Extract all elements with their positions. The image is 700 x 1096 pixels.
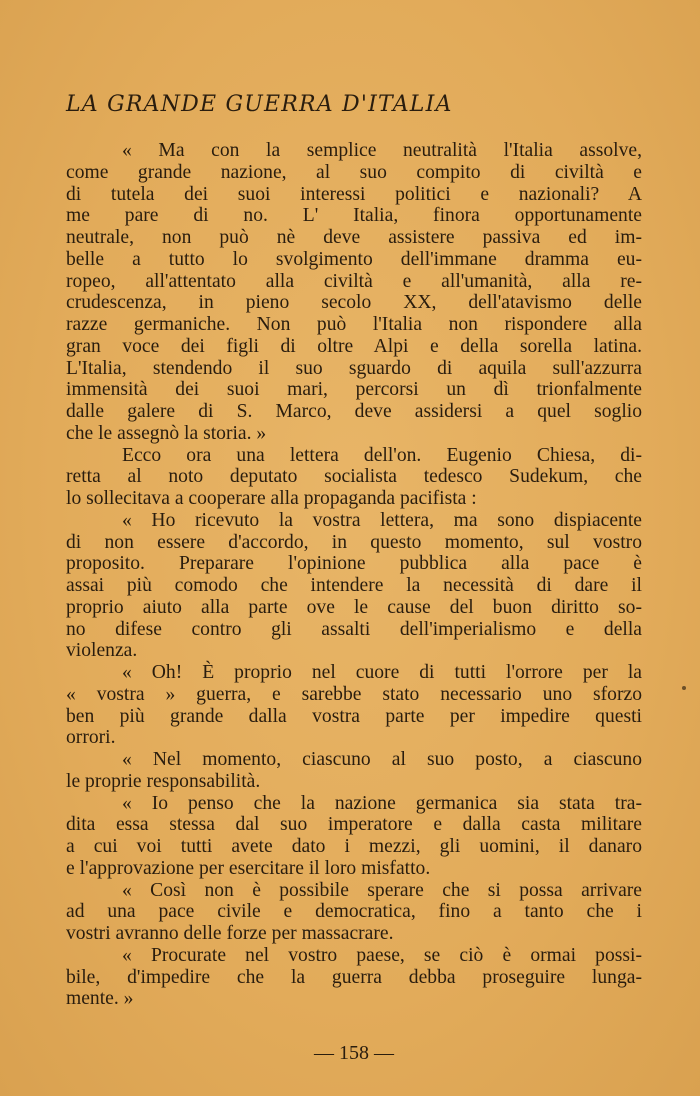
paragraph: [66, 140, 642, 445]
text-line: proposito. Preparare l'opinione pubblica alla pace è: [66, 553, 642, 575]
text-line: dalle galere di S. Marco, deve assidersi a quel soglio: [66, 401, 642, 422]
text-line: assai più comodo che intendere la necessità di dare il: [66, 575, 642, 596]
text-line: no difese contro gli assalti dell'imperialismo e della: [66, 618, 642, 640]
text-line: ben più grande dalla vostra parte per impedire questi: [66, 705, 642, 727]
text-line: che le assegnò la storia. »: [66, 422, 267, 444]
text-line: « Ho ricevuto la vostra lettera, ma sono dispiacente: [122, 509, 642, 531]
text-line: retta al noto deputato socialista tedesco Sudekum, che: [66, 466, 642, 488]
text-line: di non essere d'accordo, in questo momento, sul vostro: [66, 531, 642, 553]
text-line: lo sollecitava a cooperare alla propaganda pacifista :: [66, 488, 477, 509]
text-line: crudescenza, in pieno secolo XX, dell'atavismo delle: [66, 292, 642, 314]
text-line: razze germaniche. Non può l'Italia non rispondere alla: [66, 314, 642, 335]
running-head: LA GRANDE GUERRA D'ITALIA: [66, 92, 453, 117]
text-line: come grande nazione, al suo compito di civiltà e: [66, 161, 642, 183]
text-line: « Nel momento, ciascuno al suo posto, a ciascuno: [122, 749, 642, 770]
text-line: me pare di no. L' Italia, finora opportunamente: [66, 205, 642, 227]
margin-speck: [682, 686, 686, 690]
page-number: — 158 —: [314, 1042, 394, 1064]
paragraph: [66, 749, 642, 793]
text-line: orrori.: [66, 727, 116, 749]
paragraph: [66, 793, 642, 880]
text-line: violenza.: [66, 640, 138, 662]
text-line: proprio aiuto alla parte ove le cause del buon diritto so-: [66, 596, 642, 618]
text-line: « Ma con la semplice neutralità l'Italia assolve,: [122, 140, 642, 161]
text-line: e l'approvazione per esercitare il loro misfatto.: [66, 857, 431, 879]
text-line: « vostra » guerra, e sarebbe stato necessario uno sforzo: [66, 683, 642, 705]
text-line: « Oh! È proprio nel cuore di tutti l'orrore per la: [122, 662, 642, 683]
text-line: neutrale, non può nè deve assistere passiva ed im-: [66, 227, 642, 248]
text-line: « Procurate nel vostro paese, se ciò è ormai possi-: [122, 944, 642, 966]
text-line: mente. »: [66, 988, 134, 1010]
text-line: ropeo, all'attentato alla civiltà e all'umanità, alla re-: [66, 270, 642, 292]
text-line: a cui voi tutti avete dato i mezzi, gli uomini, il danaro: [66, 836, 642, 857]
paragraph: [66, 880, 642, 945]
text-line: dita essa stessa dal suo imperatore e dalla casta militare: [66, 814, 642, 836]
text-line: immensità dei suoi mari, percorsi un dì trionfalmente: [66, 379, 642, 401]
paragraph: [66, 510, 642, 662]
text-line: di tutela dei suoi interessi politici e nazionali? A: [66, 183, 642, 205]
text-line: le proprie responsabilità.: [66, 770, 261, 792]
text-line: belle a tutto lo svolgimento dell'immane dramma eu-: [66, 248, 642, 270]
text-line: gran voce dei figli di oltre Alpi e della sorella latina.: [66, 335, 642, 357]
text-line: L'Italia, stendendo il suo sguardo di aquila sull'azzurra: [66, 357, 642, 379]
paragraph: [66, 445, 642, 510]
text-line: « Io penso che la nazione germanica sia stata tra-: [122, 792, 642, 814]
text-line: ad una pace civile e democratica, fino a tanto che i: [66, 901, 642, 923]
body-text: [66, 140, 642, 1010]
paragraph: [66, 945, 642, 1010]
text-line: vostri avranno delle forze per massacrare.: [66, 923, 394, 944]
book-page: [66, 0, 642, 1096]
text-line: Ecco ora una lettera dell'on. Eugenio Chiesa, di-: [122, 444, 642, 466]
text-line: « Così non è possibile sperare che si possa arrivare: [122, 879, 642, 901]
paragraph: [66, 662, 642, 749]
text-line: bile, d'impedire che la guerra debba proseguire lunga-: [66, 966, 642, 988]
